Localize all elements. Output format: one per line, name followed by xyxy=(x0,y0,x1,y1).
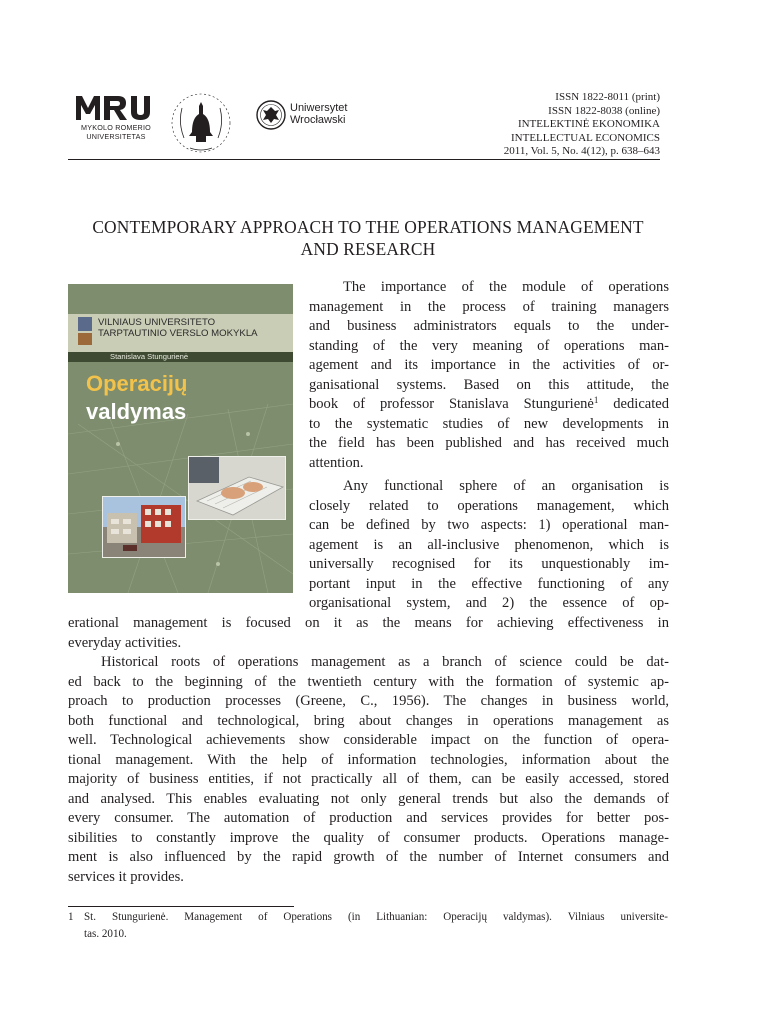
cover-building-photo xyxy=(102,496,186,558)
mru-logo xyxy=(76,96,156,141)
footnote-divider xyxy=(68,906,294,907)
issn-online: ISSN 1822-8038 (online) xyxy=(548,104,660,117)
journal-name-lt: INTELEKTINĖ EKONOMIKA xyxy=(517,118,660,131)
journal-info xyxy=(504,91,660,159)
wroclaw-university-name: Uniwersytet Wrocławski xyxy=(290,102,348,126)
paragraph-1-line-with-note: book of professor Stanislava Stungurienė$^1$ dedicated xyxy=(309,395,670,412)
cover-university: VILNIAUS UNIVERSITETO TARPTAUTINIO VERSLO MOKYKLA xyxy=(98,317,258,339)
journal-name-en: INTELLECTUAL ECONOMICS xyxy=(511,131,660,144)
article-title: CONTEMPORARY APPROACH TO THE OPERATIONS MANAGEMENT AND RESEARCH xyxy=(92,217,644,259)
publisher-logos xyxy=(76,92,376,156)
footnote-text: St. Stungurienė. Management of Operations (in Lithuanian: Operacijų valdymas). Vilniaus universite- tas. 2010. xyxy=(84,911,668,940)
cover-logo-icon xyxy=(78,317,92,331)
cover-keyboard-photo xyxy=(188,456,286,520)
header-divider xyxy=(68,159,660,160)
mru-logo-mark xyxy=(76,96,156,120)
cover-author: Stanislava Stungurienė xyxy=(110,352,189,361)
book-cover-image xyxy=(68,284,293,593)
mru-name-line1: MYKOLO ROMERIO xyxy=(81,123,151,132)
volume-info: 2011, Vol. 5, No. 4(12), p. 638–643 xyxy=(503,145,660,158)
paragraph-2-full-width: erational management is focused on it as the means for achieving effectiveness in everyday activities. xyxy=(68,615,669,651)
mru-name-line2: UNIVERSITETAS xyxy=(86,131,146,141)
footnote-number: 1 xyxy=(68,911,74,923)
academia-seal-icon xyxy=(170,92,232,154)
wroclaw-university-seal-icon xyxy=(256,100,286,130)
cover-crest-icon xyxy=(78,333,92,345)
issn-print: ISSN 1822-8011 (print) xyxy=(555,91,660,103)
cover-title: Operacijų valdymas xyxy=(86,371,188,424)
paragraph-3: Historical roots of operations management as a branch of science could be dat- ed back to the beginning of the twentieth century with the formation of systemic ap- proach to production processes (Greene, C., 1956). The changes in business world, both functional and technological, bring about changes in operations management as well. Technological achievements show considerable impact on the function of opera- tional management. With the help of information technologies, information about the majority of business entities, if not practically all of them, can be easily accessed, stored and analysed. This enables evaluating not only general trends but also the demands of every consumer. The automation of production and services provides for better pos- sibilities to constantly improve the quality of consumer products. Operations manage- ment is also influenced by the rapid growth of the number of Internet consumers and services it provides. xyxy=(68,654,669,885)
paragraph-2-beside-cover: Any functional sphere of an organisation is closely related to operations management, which can be defined by two aspects: 1) operational man- agement is an all-inclusive phenomenon, which is universally recognised for its unquestionably im- portant input in the effective functioning of any organisational system, and 2) the essence of op- xyxy=(309,478,669,611)
footnote-reference[interactable]: 1 xyxy=(593,395,599,405)
paragraph-1: The importance of the module of operations management in the process of training managers and business administrators equals to the under- standing of the very meaning of operations man- agement and its importance in the activities of or- ganisational systems. Based on this attitude, the book of professor Stanislava Stungurienė$^1$ dedicated to the systematic studies of new developments in the field has been published and has received much attention. xyxy=(309,279,670,471)
